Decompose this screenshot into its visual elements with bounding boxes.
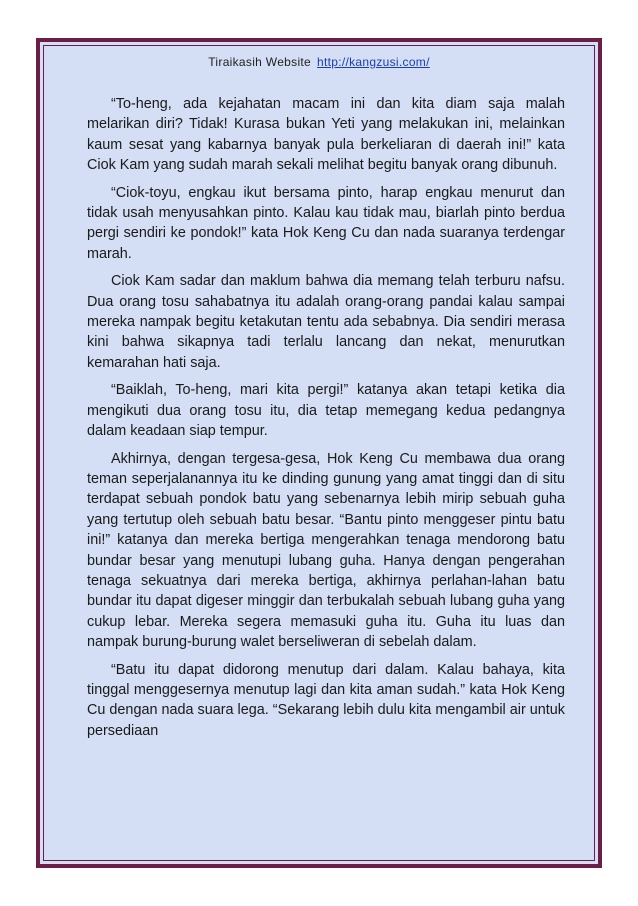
page-frame	[36, 38, 602, 868]
paragraph: “Batu itu dapat didorong menutup dari dalam. Kalau bahaya, kita tinggal menggesernya menutup lagi dan kita aman sudah.” kata Hok Keng Cu dengan nada suara lega. “Sekarang lebih dulu kita mengambil air untuk persediaan	[87, 661, 565, 739]
paragraph: Akhirnya, dengan tergesa-gesa, Hok Keng Cu membawa dua orang teman seperjalanannya itu ke dinding gunung yang amat tinggi dan di situ terdapat sebuah pondok batu yang sebenarnya lebih mirip sebuah guha yang tertutup oleh sebuah batu besar. “Bantu pinto menggeser pintu batu ini!” katanya dan mereka bertiga mengerahkan tenaga mendorong batu bundar besar yang menutupi lubang guha. Hanya dengan pengerahan tenaga sekuatnya dari mereka bertiga, akhirnya perlahan-lahan batu bundar itu dapat digeser minggir dan terbukalah sebuah lubang guha yang cukup lebar. Mereka segera memasuki guha itu. Guha itu luas dan nampak burung-burung walet berseliweran di sebelah dalam.	[87, 450, 565, 651]
paragraph: “Ciok-toyu, engkau ikut bersama pinto, harap engkau menurut dan tidak usah menyusahkan pinto. Kalau kau tidak mau, biarlah pinto berdua pergi sendiri ke pondok!” kata Hok Keng Cu dan nada suaranya terdengar marah.	[87, 184, 565, 262]
paragraph: “To-heng, ada kejahatan macam ini dan kita diam saja malah melarikan diri? Tidak! Kurasa bukan Yeti yang melakukan ini, melainkan kaum sesat yang kabarnya banyak pula berkeliaran di daerah ini!” kata Ciok Kam yang sudah marah sekali melihat begitu banyak orang dibunuh.	[87, 96, 565, 174]
paragraph: Ciok Kam sadar dan maklum bahwa dia memang telah terburu nafsu. Dua orang tosu sahabatnya itu adalah orang-orang pandai kalau sampai mereka nampak begitu ketakutan tentu ada sebabnya. Dia sendiri merasa kini bahwa sikapnya tadi terlalu lancang dan nekat, menurutkan kemarahan hati saja.	[87, 273, 565, 371]
site-label: Tiraikasih Website	[208, 55, 312, 69]
page-header	[40, 55, 598, 69]
paragraph: “Baiklah, To-heng, mari kita pergi!” katanya akan tetapi ketika dia mengikuti dua orang tosu itu, dia tetap memegang kedua pedangnya dalam keadaan siap tempur.	[87, 382, 565, 440]
story-text	[87, 94, 565, 748]
site-url-link[interactable]: http://kangzusi.com/	[317, 55, 430, 69]
